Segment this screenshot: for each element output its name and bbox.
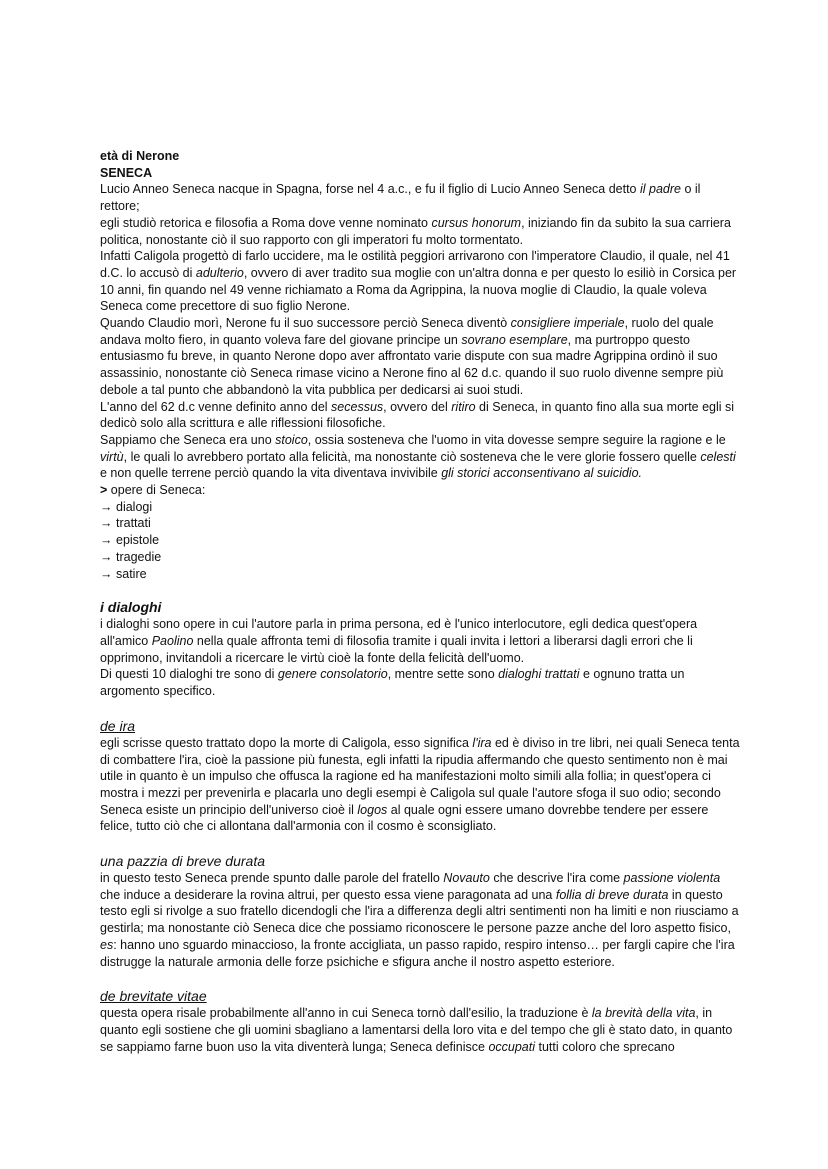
italic-text: la brevità della vita	[591, 1006, 696, 1021]
work-item-label: tragedie	[116, 549, 162, 564]
text-run: , ovvero del	[383, 399, 452, 414]
de-ira-paragraph	[100, 735, 740, 835]
text-run: al quale ogni essere umano dovrebbe tendere per essere felice, tutto ciò che ci allontana dall'armonia con il cosmo è sconsigliato.	[100, 802, 709, 834]
italic-text: adulterio	[195, 265, 244, 280]
arrow-icon: →	[100, 499, 113, 514]
italic-text: follia di breve durata	[555, 887, 669, 902]
dialoghi-paragraph-1	[100, 616, 740, 666]
list-item	[100, 515, 740, 532]
arrow-icon: →	[100, 566, 113, 581]
dialoghi-paragraph-2	[100, 666, 740, 699]
italic-text: gli storici acconsentivano al suicidio.	[441, 466, 642, 481]
work-item-label: epistole	[116, 533, 160, 548]
italic-text: logos	[357, 802, 388, 817]
list-item	[100, 532, 740, 549]
text-run: in questo testo egli si rivolge a suo fratello dicendogli che l'ira a differenza degli altri sentimenti non ha limiti e non riusciamo a gestirla; ma nonostante ciò Seneca dice che possiamo riconoscere le persone pazze anche del loro aspetto fisico,	[100, 887, 739, 936]
text-run: di Seneca, in quanto fino alla sua morte egli si dedicò solo alla scrittura e alle riflessioni filosofiche.	[100, 399, 735, 431]
text-run: , ovvero di aver tradito sua moglie con un'altra donna e per questo lo esiliò in Corsica per 10 anni, fin quando nel 49 venne richiamato a Roma da Agrippina, la nuova moglie di Claudio, la quale voleva Seneca come precettore di suo figlio Nerone.	[100, 265, 737, 314]
section-heading-pazzia: una pazzia di breve durata	[100, 853, 265, 870]
arrow-icon: →	[100, 516, 113, 531]
work-item-label: dialogi	[116, 499, 153, 514]
text-run: nella quale affronta temi di filosofia tramite i quali invita i lettori a liberarsi dagli errori che li opprimono, invitandoli a ricercare le virtù cioè la fonte della felicità dell'uomo.	[100, 633, 693, 665]
italic-text: passione violenta	[623, 871, 721, 886]
text-run: Infatti Caligola progettò di farlo uccidere, ma le ostilità peggiori arrivarono con l'imperatore Claudio, il quale, nel 41 d.C. lo accusò di	[100, 249, 730, 280]
works-marker: >	[100, 483, 108, 498]
text-run: Di questi 10 dialoghi tre sono di	[100, 667, 278, 682]
italic-text: Novauto	[443, 871, 490, 886]
era-title: età di Nerone	[100, 149, 180, 163]
section-heading-brevitate: de brevitate vitae	[100, 988, 207, 1005]
text-run: Quando Claudio morì, Nerone fu il suo successore perciò Seneca diventò	[100, 316, 511, 331]
text-run: , in quanto egli sostiene che gli uomini sbagliano a lamentarsi della loro vita e del tempo che gli è stato dato, in quanto se sappiamo farne buon uso la vita diventerà lunga; Seneca definisce	[100, 1006, 733, 1054]
text-run: , le quali lo avrebbero portato alla felicità, ma nonostante ciò sosteneva che le vere glorie fossero quelle	[123, 449, 701, 464]
text-run: Sappiamo che Seneca era uno	[100, 432, 276, 447]
italic-text: secessus	[331, 399, 384, 414]
intro-paragraph-6	[100, 432, 740, 482]
list-item	[100, 499, 740, 516]
work-item-label: trattati	[116, 516, 151, 531]
italic-text: virtù	[100, 449, 124, 464]
works-label: opere di Seneca:	[107, 483, 206, 498]
italic-text: occupati	[488, 1039, 536, 1054]
text-run: che induce a desiderare la rovina altrui, per questo essa viene paragonata ad una	[100, 887, 556, 902]
intro-paragraph-2	[100, 215, 740, 248]
section-heading-dialoghi: i dialoghi	[100, 599, 162, 616]
italic-text: stoico	[275, 432, 308, 447]
italic-text: l'ira	[472, 735, 492, 750]
italic-text: Paolino	[151, 633, 194, 648]
text-run: , ruolo del quale andava molto fiero, in quanto voleva fare del giovane principe un	[100, 316, 714, 347]
italic-text: celesti	[700, 449, 736, 464]
text-run: in questo testo Seneca prende spunto dalle parole del fratello	[100, 871, 444, 886]
text-run: , ma purtroppo questo entusiasmo fu breve, in quanto Nerone dopo aver affrontato varie dispute con sua madre Agrippina ordinò il suo assassinio, nonostante ciò Seneca rimase vicino a Nerone fino al 62 d.c. quando il suo ruolo divenne sempre più debole a tal punto che abbandonò la vita pubblica per dedicarsi ai suoi studi.	[100, 332, 724, 397]
text-run: tutti coloro che sprecano	[535, 1039, 675, 1054]
arrow-icon: →	[100, 533, 113, 548]
text-run: egli scrisse questo trattato dopo la morte di Caligola, esso significa	[100, 735, 473, 750]
text-run: questa opera risale probabilmente all'anno in cui Seneca tornò dall'esilio, la traduzione è	[100, 1006, 592, 1021]
intro-paragraph-1	[100, 181, 740, 214]
list-item	[100, 566, 740, 583]
author-title: SENECA	[100, 165, 153, 180]
text-run: , ossia sosteneva che l'uomo in vita dovesse sempre seguire la ragione e le	[307, 432, 726, 447]
pazzia-paragraph	[100, 870, 740, 970]
intro-paragraph-4	[100, 315, 740, 399]
text-run: i dialoghi sono opere in cui l'autore parla in prima persona, ed è l'unico interlocutore, egli dedica quest'opera all'amico	[100, 617, 698, 648]
section-heading-de-ira: de ira	[100, 717, 136, 734]
text-run: , iniziando fin da subito la sua carriera politica, nonostante ciò il suo rapporto con gli imperatori fu molto tormentato.	[100, 215, 731, 247]
text-run: e ognuno tratta un argomento specifico.	[100, 667, 685, 699]
italic-text: cursus honorum	[431, 215, 522, 230]
italic-text: ritiro	[451, 399, 476, 414]
text-run: , mentre sette sono	[387, 667, 499, 682]
text-run: Lucio Anneo Seneca nacque in Spagna, forse nel 4 a.c., e fu il figlio di Lucio Anneo Seneca detto	[100, 182, 640, 197]
text-run: ed è diviso in tre libri, nei quali Seneca tenta di combattere l'ira, cioè la passione più funesta, egli infatti la ripudia affermando che questo sentimento non è mai utile in quanto è un impulso che offusca la ragione ed ha manifestazioni molto simili alla follia; in quest'opera ci mostra i mezzi per prevenirla e placarla uno degli esempi è Caligola sul quale l'autore sfoga il suo odio; secondo Seneca esiste un principio dell'universo cioè il	[100, 735, 740, 817]
arrow-icon: →	[100, 549, 113, 564]
text-run: : hanno uno sguardo minaccioso, la fronte accigliata, un passo rapido, respiro intenso… per fargli capire che l'ira distrugge la naturale armonia delle forze psichiche e sfigura anche il nostro aspetto esteriore.	[100, 937, 735, 969]
italic-text: il padre	[639, 182, 681, 197]
text-run: L'anno del 62 d.c venne definito anno del	[100, 399, 332, 414]
list-item	[100, 549, 740, 566]
text-run: egli studiò retorica e filosofia a Roma dove venne nominato	[100, 215, 432, 230]
intro-paragraph-5	[100, 399, 740, 432]
italic-text: sovrano esemplare	[461, 332, 568, 347]
italic-text: dialoghi trattati	[498, 667, 580, 682]
text-run: che descrive l'ira come	[489, 871, 624, 886]
text-run: e non quelle terrene perciò quando la vita diventava invivibile	[100, 466, 442, 481]
brevitate-paragraph	[100, 1005, 740, 1055]
work-item-label: satire	[116, 566, 147, 581]
italic-text: es	[100, 937, 114, 952]
italic-text: consigliere imperiale	[510, 316, 625, 331]
italic-text: genere consolatorio	[277, 667, 388, 682]
document-body	[100, 148, 740, 1055]
text-run: o il rettore;	[100, 182, 701, 214]
works-heading	[100, 482, 740, 499]
intro-paragraph-3	[100, 248, 740, 315]
